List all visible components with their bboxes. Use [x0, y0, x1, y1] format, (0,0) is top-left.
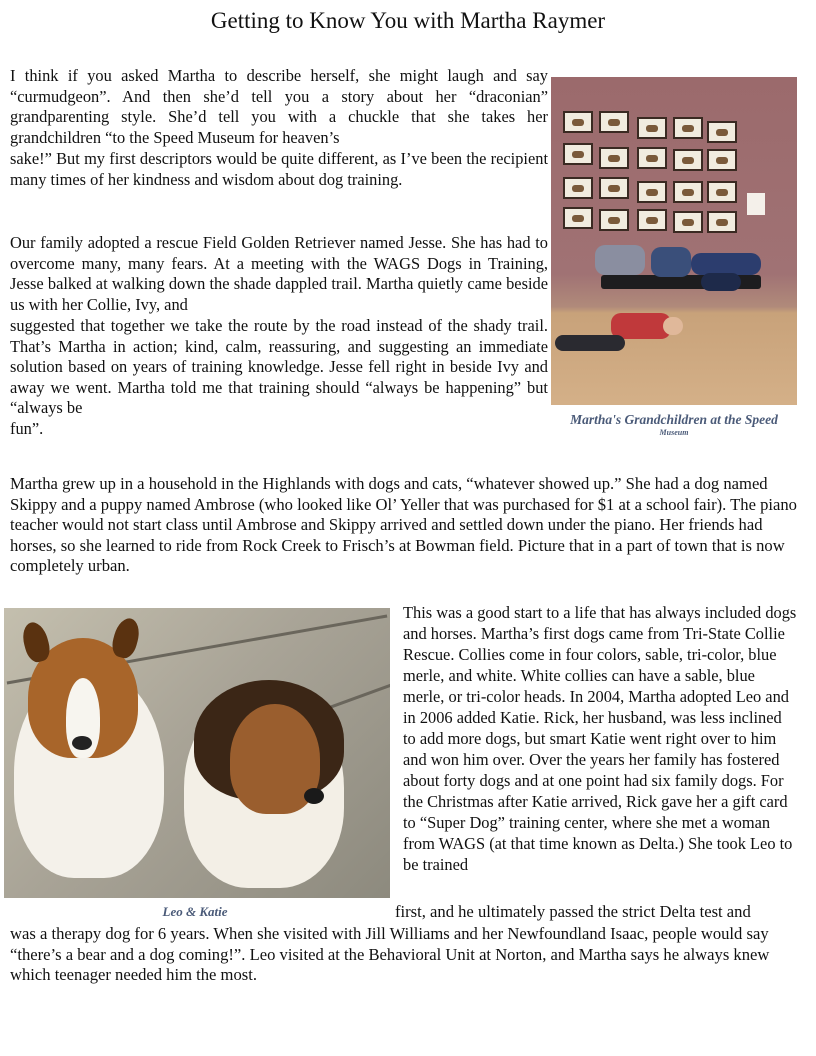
page-title: Getting to Know You with Martha Raymer [210, 8, 606, 33]
paragraph-2b: suggested that together we take the route by the road instead of the shady trail. That’s Martha in action; kind, calm, reassuring, and suggesting an immediate solution based on years of training knowledge. Jesse fell right in beside Ivy and away we went. Martha told me that training should “always be happening” but “always be [10, 316, 548, 418]
grandchildren-photo-caption: Martha's Grandchildren at the Speed [570, 412, 778, 427]
leo-and-katie-photo [4, 608, 390, 898]
paragraph-2a: Our family adopted a rescue Field Golden Retriever named Jesse. She has had to overcome many, many fears. At a meeting with the WAGS Dogs in Training, Jesse balked at walking down the shade dappled trail. Martha quietly came beside us with her Collie, Ivy, and [10, 233, 548, 314]
paragraph-3: Martha grew up in a household in the Highlands with dogs and cats, “whatever showed up.” She had a dog named Skippy and a puppy named Ambrose (who looked like Ol’ Yeller that was purchased for $1 at a school fair). The piano teacher would not start class until Ambrose and Skippy arrived and settled down under the piano. Her friends had horses, so she learned to ride from Rock Creek to Frisch’s at Bowman field. Picture that in a part of town that is now completely urban. [10, 474, 797, 576]
paragraph-4b: first, and he ultimately passed the strict Delta test and [395, 902, 751, 921]
paragraph-2c: fun”. [10, 419, 44, 438]
paragraph-1b: sake!” But my first descriptors would be quite different, as I’ve been the recipient many times of her kindness and wisdom about dog training. [10, 149, 548, 189]
grandchildren-photo-caption-sub: Museum [659, 428, 689, 437]
paragraph-1a: I think if you asked Martha to describe herself, she might laugh and say “curmudgeon”. And then she’d tell you a story about her “draconian” grandparenting style. She’d tell you with a chuckle that she takes her grandchildren “to the Speed Museum for heaven’s [10, 66, 548, 147]
grandchildren-museum-photo [551, 77, 797, 405]
leo-and-katie-caption: Leo & Katie [162, 904, 228, 919]
paragraph-4c: was a therapy dog for 6 years. When she visited with Jill Williams and her Newfoundland Isaac, people would say “there’s a bear and a dog coming!”. Leo visited at the Behavioral Unit at Norton, and Martha says he always knew which teenager needed him the most. [10, 924, 770, 985]
paragraph-4a: This was a good start to a life that has always included dogs and horses. Martha’s first dogs came from Tri-State Collie Rescue. Collies come in four colors, sable, tri-color, blue merle, and white. White collies can have a sable, blue merle, or tri-color heads. In 2004, Martha adopted Leo and in 2006 added Katie. Rick, her husband, was less inclined to add more dogs, but smart Katie went right over to him and won him over. Over the years her family has fostered about forty dogs and at one point had six family dogs. For the Christmas after Katie arrived, Rick gave her a gift card to “Super Dog” training center, where she met a woman from WAGS (at that time known as Delta.) She took Leo to be trained [403, 603, 797, 874]
